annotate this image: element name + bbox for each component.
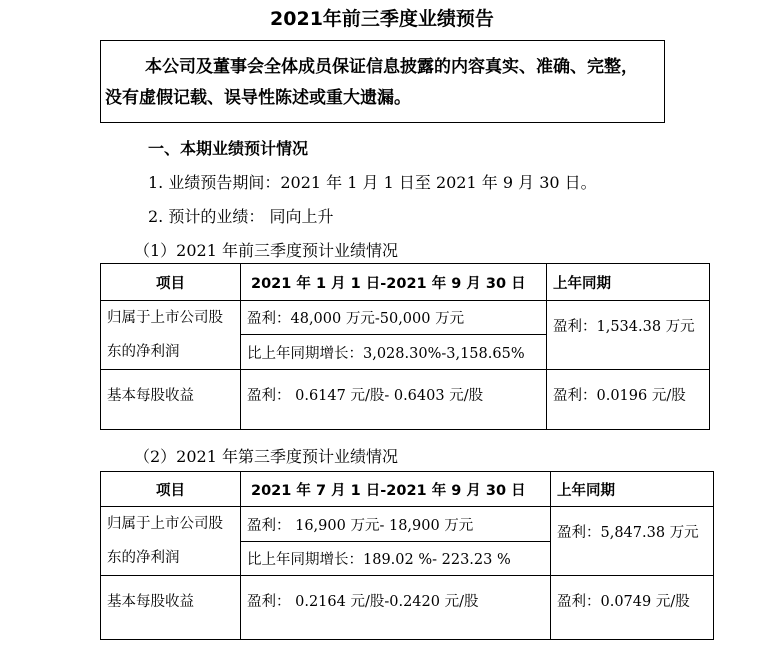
row-label-line: 归属于上市公司股 bbox=[107, 310, 223, 326]
table2-caption: （2）2021 年第三季度预计业绩情况 bbox=[134, 447, 398, 466]
header-current-period: 2021 年 7 月 1 日-2021 年 9 月 30 日 bbox=[241, 472, 551, 507]
net-profit-current: 盈利：48,000 万元-50,000 万元 bbox=[241, 301, 547, 335]
net-profit-prior: 盈利：1,534.38 万元 bbox=[547, 301, 710, 370]
notice-line-2: 没有虚假记载、误导性陈述或重大遗漏。 bbox=[105, 88, 411, 108]
header-prior-period: 上年同期 bbox=[547, 264, 710, 301]
row-label-net-profit bbox=[101, 507, 241, 576]
net-profit-prior: 盈利：5,847.38 万元 bbox=[551, 507, 714, 576]
page-title: 2021年前三季度业绩预告 bbox=[270, 8, 494, 30]
net-profit-growth: 比上年同期增长：3,028.30%-3,158.65% bbox=[241, 335, 547, 370]
table-row bbox=[101, 507, 714, 542]
row-label-eps: 基本每股收益 bbox=[101, 576, 241, 640]
eps-current: 盈利： 0.6147 元/股- 0.6403 元/股 bbox=[241, 370, 547, 430]
table-header-row bbox=[101, 264, 710, 301]
eps-prior: 盈利：0.0749 元/股 bbox=[551, 576, 714, 640]
section-heading: 一、本期业绩预计情况 bbox=[148, 139, 309, 158]
notice-line-1: 本公司及董事会全体成员保证信息披露的内容真实、准确、完整， bbox=[145, 57, 638, 77]
table-ytd-forecast bbox=[100, 263, 710, 430]
row-label-net-profit bbox=[101, 301, 241, 370]
table-row bbox=[101, 370, 710, 430]
table-q3-forecast bbox=[100, 471, 714, 640]
table-row bbox=[101, 301, 710, 335]
header-current-period: 2021 年 1 月 1 日-2021 年 9 月 30 日 bbox=[241, 264, 547, 301]
header-prior-period: 上年同期 bbox=[551, 472, 714, 507]
eps-current: 盈利： 0.2164 元/股-0.2420 元/股 bbox=[241, 576, 551, 640]
row-label-line: 东的净利润 bbox=[107, 344, 180, 360]
table-row bbox=[101, 576, 714, 640]
row-label-line: 归属于上市公司股 bbox=[107, 516, 223, 532]
row-label-line: 东的净利润 bbox=[107, 550, 180, 566]
forecast-result: 2. 预计的业绩： 同向上升 bbox=[148, 207, 334, 226]
net-profit-current: 盈利： 16,900 万元- 18,900 万元 bbox=[241, 507, 551, 542]
net-profit-growth: 比上年同期增长：189.02 %- 223.23 % bbox=[241, 542, 551, 576]
table1-caption: （1）2021 年前三季度预计业绩情况 bbox=[134, 241, 398, 260]
header-item: 项目 bbox=[101, 264, 241, 301]
table-header-row bbox=[101, 472, 714, 507]
row-label-eps: 基本每股收益 bbox=[101, 370, 241, 430]
eps-prior: 盈利：0.0196 元/股 bbox=[547, 370, 710, 430]
header-item: 项目 bbox=[101, 472, 241, 507]
forecast-period: 1. 业绩预告期间：2021 年 1 月 1 日至 2021 年 9 月 30 日。 bbox=[148, 173, 597, 192]
disclosure-notice-box bbox=[100, 40, 665, 123]
